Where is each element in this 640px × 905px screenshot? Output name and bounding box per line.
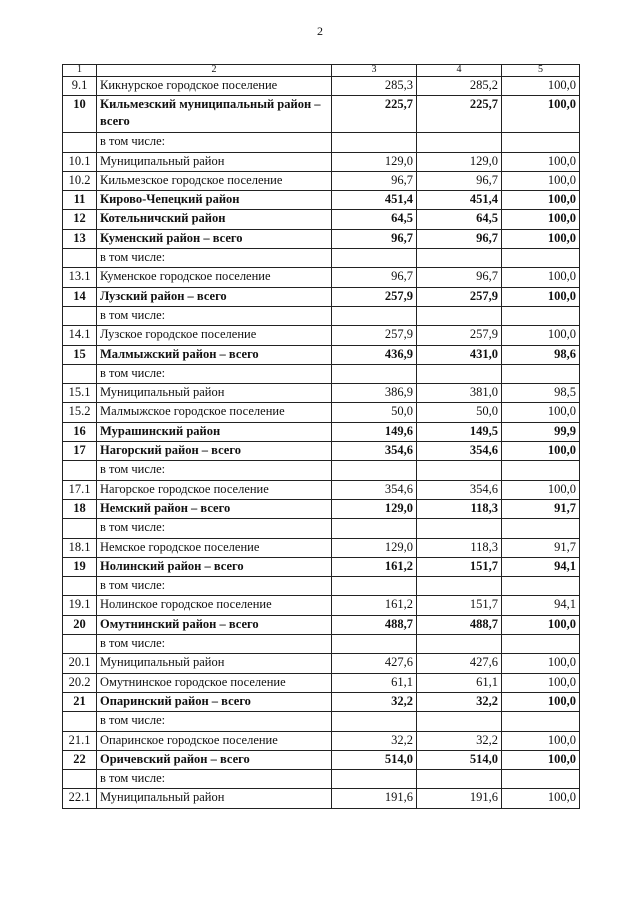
row-value-3: 354,6 bbox=[332, 480, 417, 499]
row-value-4: 151,7 bbox=[417, 557, 502, 576]
row-name: в том числе: bbox=[97, 133, 332, 152]
row-name: Немское городское поселение bbox=[97, 538, 332, 557]
row-value-5: 100,0 bbox=[502, 191, 580, 210]
row-value-4: 118,3 bbox=[417, 538, 502, 557]
table-row bbox=[63, 673, 580, 692]
row-value-4 bbox=[417, 577, 502, 596]
row-value-5: 100,0 bbox=[502, 152, 580, 171]
table-row bbox=[63, 96, 580, 133]
row-number: 17.1 bbox=[63, 480, 97, 499]
row-number: 21.1 bbox=[63, 731, 97, 750]
row-value-4 bbox=[417, 306, 502, 325]
row-value-5: 100,0 bbox=[502, 654, 580, 673]
column-header-3: 3 bbox=[332, 65, 417, 77]
row-value-3: 161,2 bbox=[332, 596, 417, 615]
row-name: Опаринский район – всего bbox=[97, 692, 332, 711]
column-header-4: 4 bbox=[417, 65, 502, 77]
table-row bbox=[63, 326, 580, 345]
table-row bbox=[63, 191, 580, 210]
row-value-4 bbox=[417, 712, 502, 731]
row-name: Омутнинское городское поселение bbox=[97, 673, 332, 692]
row-value-4: 96,7 bbox=[417, 268, 502, 287]
row-value-5: 100,0 bbox=[502, 287, 580, 306]
row-value-5: 100,0 bbox=[502, 789, 580, 808]
row-value-4: 431,0 bbox=[417, 345, 502, 364]
table-row bbox=[63, 229, 580, 248]
row-value-5 bbox=[502, 461, 580, 480]
row-number: 16 bbox=[63, 422, 97, 441]
row-value-5: 100,0 bbox=[502, 731, 580, 750]
row-number bbox=[63, 306, 97, 325]
row-value-5 bbox=[502, 519, 580, 538]
row-value-3 bbox=[332, 461, 417, 480]
row-name: в том числе: bbox=[97, 249, 332, 268]
row-name: Оричевский район – всего bbox=[97, 750, 332, 769]
row-value-5 bbox=[502, 364, 580, 383]
row-value-3: 285,3 bbox=[332, 77, 417, 96]
row-value-5: 100,0 bbox=[502, 268, 580, 287]
row-value-4: 32,2 bbox=[417, 731, 502, 750]
row-value-3: 129,0 bbox=[332, 499, 417, 518]
row-value-3: 427,6 bbox=[332, 654, 417, 673]
row-value-5: 91,7 bbox=[502, 499, 580, 518]
row-name: Котельничский район bbox=[97, 210, 332, 229]
row-name: Омутнинский район – всего bbox=[97, 615, 332, 634]
row-value-4: 149,5 bbox=[417, 422, 502, 441]
table-row bbox=[63, 403, 580, 422]
table-row bbox=[63, 615, 580, 634]
row-number bbox=[63, 249, 97, 268]
row-value-4: 427,6 bbox=[417, 654, 502, 673]
row-value-4: 354,6 bbox=[417, 442, 502, 461]
row-value-4 bbox=[417, 461, 502, 480]
row-number: 18 bbox=[63, 499, 97, 518]
row-value-3: 354,6 bbox=[332, 442, 417, 461]
row-number: 17 bbox=[63, 442, 97, 461]
table-row bbox=[63, 210, 580, 229]
table-row bbox=[63, 731, 580, 750]
row-number: 14 bbox=[63, 287, 97, 306]
table-row bbox=[63, 557, 580, 576]
table-row bbox=[63, 384, 580, 403]
row-value-5: 100,0 bbox=[502, 77, 580, 96]
table-row bbox=[63, 499, 580, 518]
row-value-5: 98,5 bbox=[502, 384, 580, 403]
row-number: 19.1 bbox=[63, 596, 97, 615]
row-value-3: 257,9 bbox=[332, 326, 417, 345]
row-name: в том числе: bbox=[97, 635, 332, 654]
row-value-4: 451,4 bbox=[417, 191, 502, 210]
row-value-5: 100,0 bbox=[502, 96, 580, 133]
row-value-4: 225,7 bbox=[417, 96, 502, 133]
row-name: Лузское городское поселение bbox=[97, 326, 332, 345]
row-value-4: 129,0 bbox=[417, 152, 502, 171]
row-value-3: 129,0 bbox=[332, 152, 417, 171]
row-number: 14.1 bbox=[63, 326, 97, 345]
row-value-5: 100,0 bbox=[502, 403, 580, 422]
row-value-5: 100,0 bbox=[502, 326, 580, 345]
row-value-5: 100,0 bbox=[502, 692, 580, 711]
row-value-3: 514,0 bbox=[332, 750, 417, 769]
row-value-4: 50,0 bbox=[417, 403, 502, 422]
table-row bbox=[63, 422, 580, 441]
row-value-5 bbox=[502, 635, 580, 654]
row-value-3: 96,7 bbox=[332, 268, 417, 287]
row-value-4: 32,2 bbox=[417, 692, 502, 711]
row-number: 12 bbox=[63, 210, 97, 229]
row-name: Нагорский район – всего bbox=[97, 442, 332, 461]
table-row bbox=[63, 77, 580, 96]
row-number: 20.2 bbox=[63, 673, 97, 692]
row-number bbox=[63, 635, 97, 654]
row-number: 15.2 bbox=[63, 403, 97, 422]
table-row bbox=[63, 306, 580, 325]
row-value-5: 94,1 bbox=[502, 557, 580, 576]
row-value-4: 257,9 bbox=[417, 326, 502, 345]
row-value-3: 191,6 bbox=[332, 789, 417, 808]
column-header-2: 2 bbox=[97, 65, 332, 77]
row-number bbox=[63, 712, 97, 731]
row-value-3: 225,7 bbox=[332, 96, 417, 133]
row-name: Нагорское городское поселение bbox=[97, 480, 332, 499]
row-value-4 bbox=[417, 249, 502, 268]
column-number-row bbox=[63, 65, 580, 77]
row-value-3 bbox=[332, 133, 417, 152]
table-row bbox=[63, 654, 580, 673]
row-number: 22 bbox=[63, 750, 97, 769]
row-number: 20 bbox=[63, 615, 97, 634]
row-name: Малмыжский район – всего bbox=[97, 345, 332, 364]
row-value-4: 96,7 bbox=[417, 229, 502, 248]
row-number bbox=[63, 364, 97, 383]
row-value-5: 91,7 bbox=[502, 538, 580, 557]
row-value-4: 191,6 bbox=[417, 789, 502, 808]
table-row bbox=[63, 480, 580, 499]
row-number: 18.1 bbox=[63, 538, 97, 557]
row-value-5 bbox=[502, 712, 580, 731]
row-value-4: 96,7 bbox=[417, 171, 502, 190]
row-value-5: 100,0 bbox=[502, 171, 580, 190]
table-row bbox=[63, 287, 580, 306]
page-number: 2 bbox=[317, 24, 323, 38]
row-value-4: 514,0 bbox=[417, 750, 502, 769]
row-value-3: 257,9 bbox=[332, 287, 417, 306]
row-value-5 bbox=[502, 249, 580, 268]
row-number: 15 bbox=[63, 345, 97, 364]
row-number: 11 bbox=[63, 191, 97, 210]
row-value-3 bbox=[332, 577, 417, 596]
table-row bbox=[63, 577, 580, 596]
row-name: Кикнурское городское поселение bbox=[97, 77, 332, 96]
row-number: 21 bbox=[63, 692, 97, 711]
row-value-3: 32,2 bbox=[332, 692, 417, 711]
table-row bbox=[63, 364, 580, 383]
row-value-5: 100,0 bbox=[502, 673, 580, 692]
row-value-5: 100,0 bbox=[502, 442, 580, 461]
row-name: в том числе: bbox=[97, 577, 332, 596]
row-value-4: 64,5 bbox=[417, 210, 502, 229]
row-value-4 bbox=[417, 519, 502, 538]
row-value-5: 100,0 bbox=[502, 480, 580, 499]
row-value-5 bbox=[502, 770, 580, 789]
row-value-4: 285,2 bbox=[417, 77, 502, 96]
table-row bbox=[63, 133, 580, 152]
table-row bbox=[63, 692, 580, 711]
row-value-3: 96,7 bbox=[332, 171, 417, 190]
row-value-5: 94,1 bbox=[502, 596, 580, 615]
row-value-4: 354,6 bbox=[417, 480, 502, 499]
row-value-3: 64,5 bbox=[332, 210, 417, 229]
row-value-3 bbox=[332, 770, 417, 789]
row-value-3 bbox=[332, 306, 417, 325]
row-value-4 bbox=[417, 133, 502, 152]
row-name: Муниципальный район bbox=[97, 384, 332, 403]
column-header-1: 1 bbox=[63, 65, 97, 77]
table-row bbox=[63, 268, 580, 287]
row-value-5: 100,0 bbox=[502, 750, 580, 769]
row-value-3: 386,9 bbox=[332, 384, 417, 403]
row-value-3: 451,4 bbox=[332, 191, 417, 210]
row-number: 10.2 bbox=[63, 171, 97, 190]
row-name: Куменское городское поселение bbox=[97, 268, 332, 287]
row-value-5: 98,6 bbox=[502, 345, 580, 364]
table-row bbox=[63, 152, 580, 171]
row-name: в том числе: bbox=[97, 519, 332, 538]
row-value-3 bbox=[332, 364, 417, 383]
row-value-5 bbox=[502, 577, 580, 596]
row-number: 10.1 bbox=[63, 152, 97, 171]
row-number: 22.1 bbox=[63, 789, 97, 808]
row-value-4: 381,0 bbox=[417, 384, 502, 403]
column-header-5: 5 bbox=[502, 65, 580, 77]
row-name: Нолинское городское поселение bbox=[97, 596, 332, 615]
row-number bbox=[63, 770, 97, 789]
row-number bbox=[63, 519, 97, 538]
table-row bbox=[63, 249, 580, 268]
table-row bbox=[63, 171, 580, 190]
row-value-3: 32,2 bbox=[332, 731, 417, 750]
row-number: 19 bbox=[63, 557, 97, 576]
row-name: Лузский район – всего bbox=[97, 287, 332, 306]
row-name: Кирово-Чепецкий район bbox=[97, 191, 332, 210]
table-row bbox=[63, 345, 580, 364]
row-value-5: 100,0 bbox=[502, 615, 580, 634]
row-name: в том числе: bbox=[97, 770, 332, 789]
table-row bbox=[63, 789, 580, 808]
table-row bbox=[63, 461, 580, 480]
row-number: 9.1 bbox=[63, 77, 97, 96]
table-row bbox=[63, 596, 580, 615]
row-value-5: 100,0 bbox=[502, 210, 580, 229]
row-name: Нолинский район – всего bbox=[97, 557, 332, 576]
row-name: Куменский район – всего bbox=[97, 229, 332, 248]
row-name: Кильмезский муниципальный район – всего bbox=[97, 96, 332, 133]
row-value-4: 118,3 bbox=[417, 499, 502, 518]
row-value-4: 61,1 bbox=[417, 673, 502, 692]
row-name: Опаринское городское поселение bbox=[97, 731, 332, 750]
row-value-5 bbox=[502, 133, 580, 152]
row-name: Малмыжское городское поселение bbox=[97, 403, 332, 422]
row-name: в том числе: bbox=[97, 306, 332, 325]
row-name: в том числе: bbox=[97, 712, 332, 731]
row-value-3: 149,6 bbox=[332, 422, 417, 441]
row-name: Немский район – всего bbox=[97, 499, 332, 518]
row-value-3: 61,1 bbox=[332, 673, 417, 692]
table-row bbox=[63, 712, 580, 731]
row-number: 13 bbox=[63, 229, 97, 248]
row-name: Муниципальный район bbox=[97, 789, 332, 808]
row-value-5: 99,9 bbox=[502, 422, 580, 441]
row-value-3: 161,2 bbox=[332, 557, 417, 576]
row-value-3: 50,0 bbox=[332, 403, 417, 422]
budget-table bbox=[62, 64, 580, 809]
table-row bbox=[63, 635, 580, 654]
row-number: 13.1 bbox=[63, 268, 97, 287]
row-value-3: 436,9 bbox=[332, 345, 417, 364]
row-name: Муниципальный район bbox=[97, 152, 332, 171]
table-row bbox=[63, 442, 580, 461]
row-value-5: 100,0 bbox=[502, 229, 580, 248]
row-value-4 bbox=[417, 364, 502, 383]
row-name: в том числе: bbox=[97, 461, 332, 480]
row-number bbox=[63, 577, 97, 596]
row-value-3 bbox=[332, 635, 417, 654]
row-value-3: 96,7 bbox=[332, 229, 417, 248]
row-value-4 bbox=[417, 635, 502, 654]
row-number: 20.1 bbox=[63, 654, 97, 673]
row-name: Мурашинский район bbox=[97, 422, 332, 441]
row-value-4: 257,9 bbox=[417, 287, 502, 306]
table-body bbox=[63, 65, 580, 809]
table-row bbox=[63, 538, 580, 557]
row-value-3 bbox=[332, 712, 417, 731]
row-number: 10 bbox=[63, 96, 97, 133]
row-number bbox=[63, 133, 97, 152]
row-value-5 bbox=[502, 306, 580, 325]
row-name: Муниципальный район bbox=[97, 654, 332, 673]
table-row bbox=[63, 750, 580, 769]
row-value-4: 488,7 bbox=[417, 615, 502, 634]
table-row bbox=[63, 519, 580, 538]
row-value-3 bbox=[332, 519, 417, 538]
row-name: в том числе: bbox=[97, 364, 332, 383]
row-value-4: 151,7 bbox=[417, 596, 502, 615]
row-value-4 bbox=[417, 770, 502, 789]
row-value-3 bbox=[332, 249, 417, 268]
row-value-3: 129,0 bbox=[332, 538, 417, 557]
row-number bbox=[63, 461, 97, 480]
row-number: 15.1 bbox=[63, 384, 97, 403]
table-row bbox=[63, 770, 580, 789]
row-name: Кильмезское городское поселение bbox=[97, 171, 332, 190]
row-value-3: 488,7 bbox=[332, 615, 417, 634]
